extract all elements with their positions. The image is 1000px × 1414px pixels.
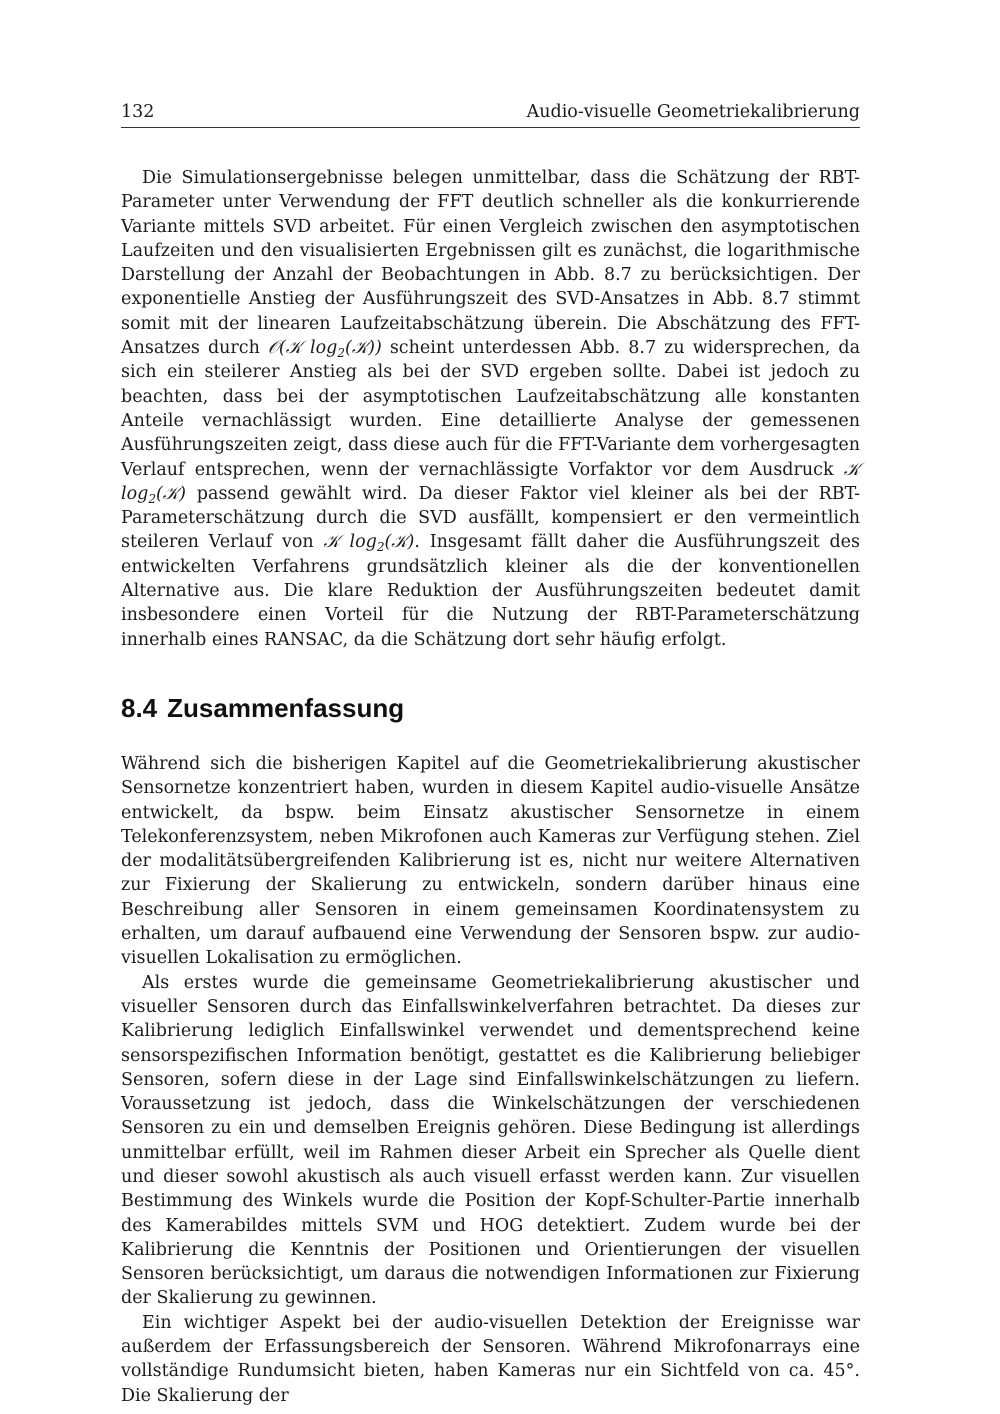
paragraph-simulation-results: Die Simulationsergebnisse belegen unmittelbar, dass die Schätzung der RBT-Parameter unter Verwendung der FFT deutlich schneller als die konkurrierende Variante mittels SVD arbeitet. Für einen Vergleich zwischen den asymptotischen Laufzeiten und den visualisierten Ergebnissen gilt es zunächst, die logarithmische Darstellung der Anzahl der Beobachtungen in Abb. 8.7 zu berücksichtigen. Der exponentielle Anstieg der Ausführungszeit des SVD-Ansatzes in Abb. 8.7 stimmt somit mit der linearen Laufzeitabschätzung überein. Die Abschätzung des FFT-Ansatzes durch 𝒪(𝒦 $\log_2(𝒦)$) scheint unterdessen Abb. 8.7 zu widersprechen, da sich ein steilerer Anstieg als bei der SVD ergeben sollte. Dabei ist jedoch zu beachten, dass bei der asymptotischen Laufzeitabschätzung alle konstanten Anteile vernachlässigt wurden. Eine detaillierte Analyse der gemessenen Ausführungszeiten zeigt, dass diese auch für die FFT-Variante dem vorhergesagten Verlauf entsprechen, wenn der vernachlässigte Vorfaktor vor dem Ausdruck 𝒦 $\log_2(𝒦)$ passend gewählt wird. Da dieser Faktor viel kleiner als bei der RBT-Parameterschätzung durch die SVD ausfällt, kompensiert er den vermeintlich steileren Verlauf von 𝒦 $\log_2(𝒦)$. Insgesamt fällt daher die Ausführungszeit des entwickelten Verfahrens grundsätzlich kleiner als die der konventionellen Alternative aus. Die klare Reduktion der Ausführungszeiten bedeutet damit insbesondere einen Vorteil für die Nutzung der RBT-Parameterschätzung innerhalb eines RANSAC, da die Schätzung dort sehr häufig erfolgt. bbox=[121, 168, 861, 650]
math-big-o: 𝒪(𝒦 $\log_2(𝒦)$) bbox=[267, 338, 382, 361]
page-number: 132 bbox=[121, 102, 155, 122]
paragraph-detection-coverage: Ein wichtiger Aspekt bei der audio-visuellen Detektion der Ereignisse war außerdem der Erfassungsbereich der Sensoren. Während Mikrofonarrays eine vollständige Rundumsicht bieten, haben Kameras nur ein Sichtfeld von ca. 45°. Die Skalierung der bbox=[121, 1312, 860, 1406]
body-text bbox=[121, 166, 860, 1408]
paragraph-aoa-calibration: Als erstes wurde die gemeinsame Geometriekalibrierung akustischer und visueller Sensoren durch das Einfallswinkelverfahren betrachtet. Da dieses zur Kalibrierung lediglich Einfallswinkel verwendet und dementsprechend keine sensorspezifischen Information benötigt, gestattet es die Kalibrierung beliebiger Sensoren, sofern diese in der Lage sind Einfallswinkelschätzungen zu liefern. Voraussetzung ist jedoch, dass die Winkelschätzungen der verschiedenen Sensoren zu ein und demselben Ereignis gehören. Diese Bedingung ist allerdings unmittelbar erfüllt, weil im Rahmen dieser Arbeit ein Sprecher als Quelle dient und dieser sowohl akustisch als auch visuell erfasst werden kann. Zur visuellen Bestimmung des Winkels wurde die Position der Kopf-Schulter-Partie innerhalb des Kamerabildes mittels SVM und HOG detektiert. Zudem wurde bei der Kalibrierung die Kenntnis der Positionen und Orientierungen der visuellen Sensoren berücksichtigt, um daraus die notwendigen Informationen zur Fixierung der Skalierung zu gewinnen. bbox=[121, 972, 860, 1309]
page bbox=[121, 98, 860, 1408]
paragraph-summary-intro: Während sich die bisherigen Kapitel auf die Geometriekalibrierung akustischer Sensornetze konzentriert haben, wurden in diesem Kapitel audio-visuelle Ansätze entwickelt, da bspw. beim Einsatz akustischer Sensornetze in einem Telekonferenzsystem, neben Mikrofonen auch Kameras zur Verfügung stehen. Ziel der modalitätsübergreifenden Kalibrierung ist es, nicht nur weitere Alternativen zur Fixierung der Skalierung zu entwickeln, sondern darüber hinaus eine Beschreibung aller Sensoren in einem gemeinsamen Koordinatensystem zu erhalten, um darauf aufbauend eine Verwendung der Sensoren bspw. zur audio-visuellen Lokalisation zu ermöglichen. bbox=[121, 753, 860, 969]
running-header bbox=[121, 98, 860, 128]
math-k-log: 𝒦 $\log_2(𝒦)$ bbox=[121, 459, 860, 506]
running-title: Audio-visuelle Geometriekalibrierung bbox=[526, 102, 860, 122]
section-title: Zusammenfassung bbox=[167, 692, 405, 723]
section-number: 8.4 bbox=[121, 692, 158, 723]
math-k-log-2: 𝒦 $\log_2(𝒦)$ bbox=[323, 532, 415, 555]
section-heading bbox=[121, 692, 860, 724]
